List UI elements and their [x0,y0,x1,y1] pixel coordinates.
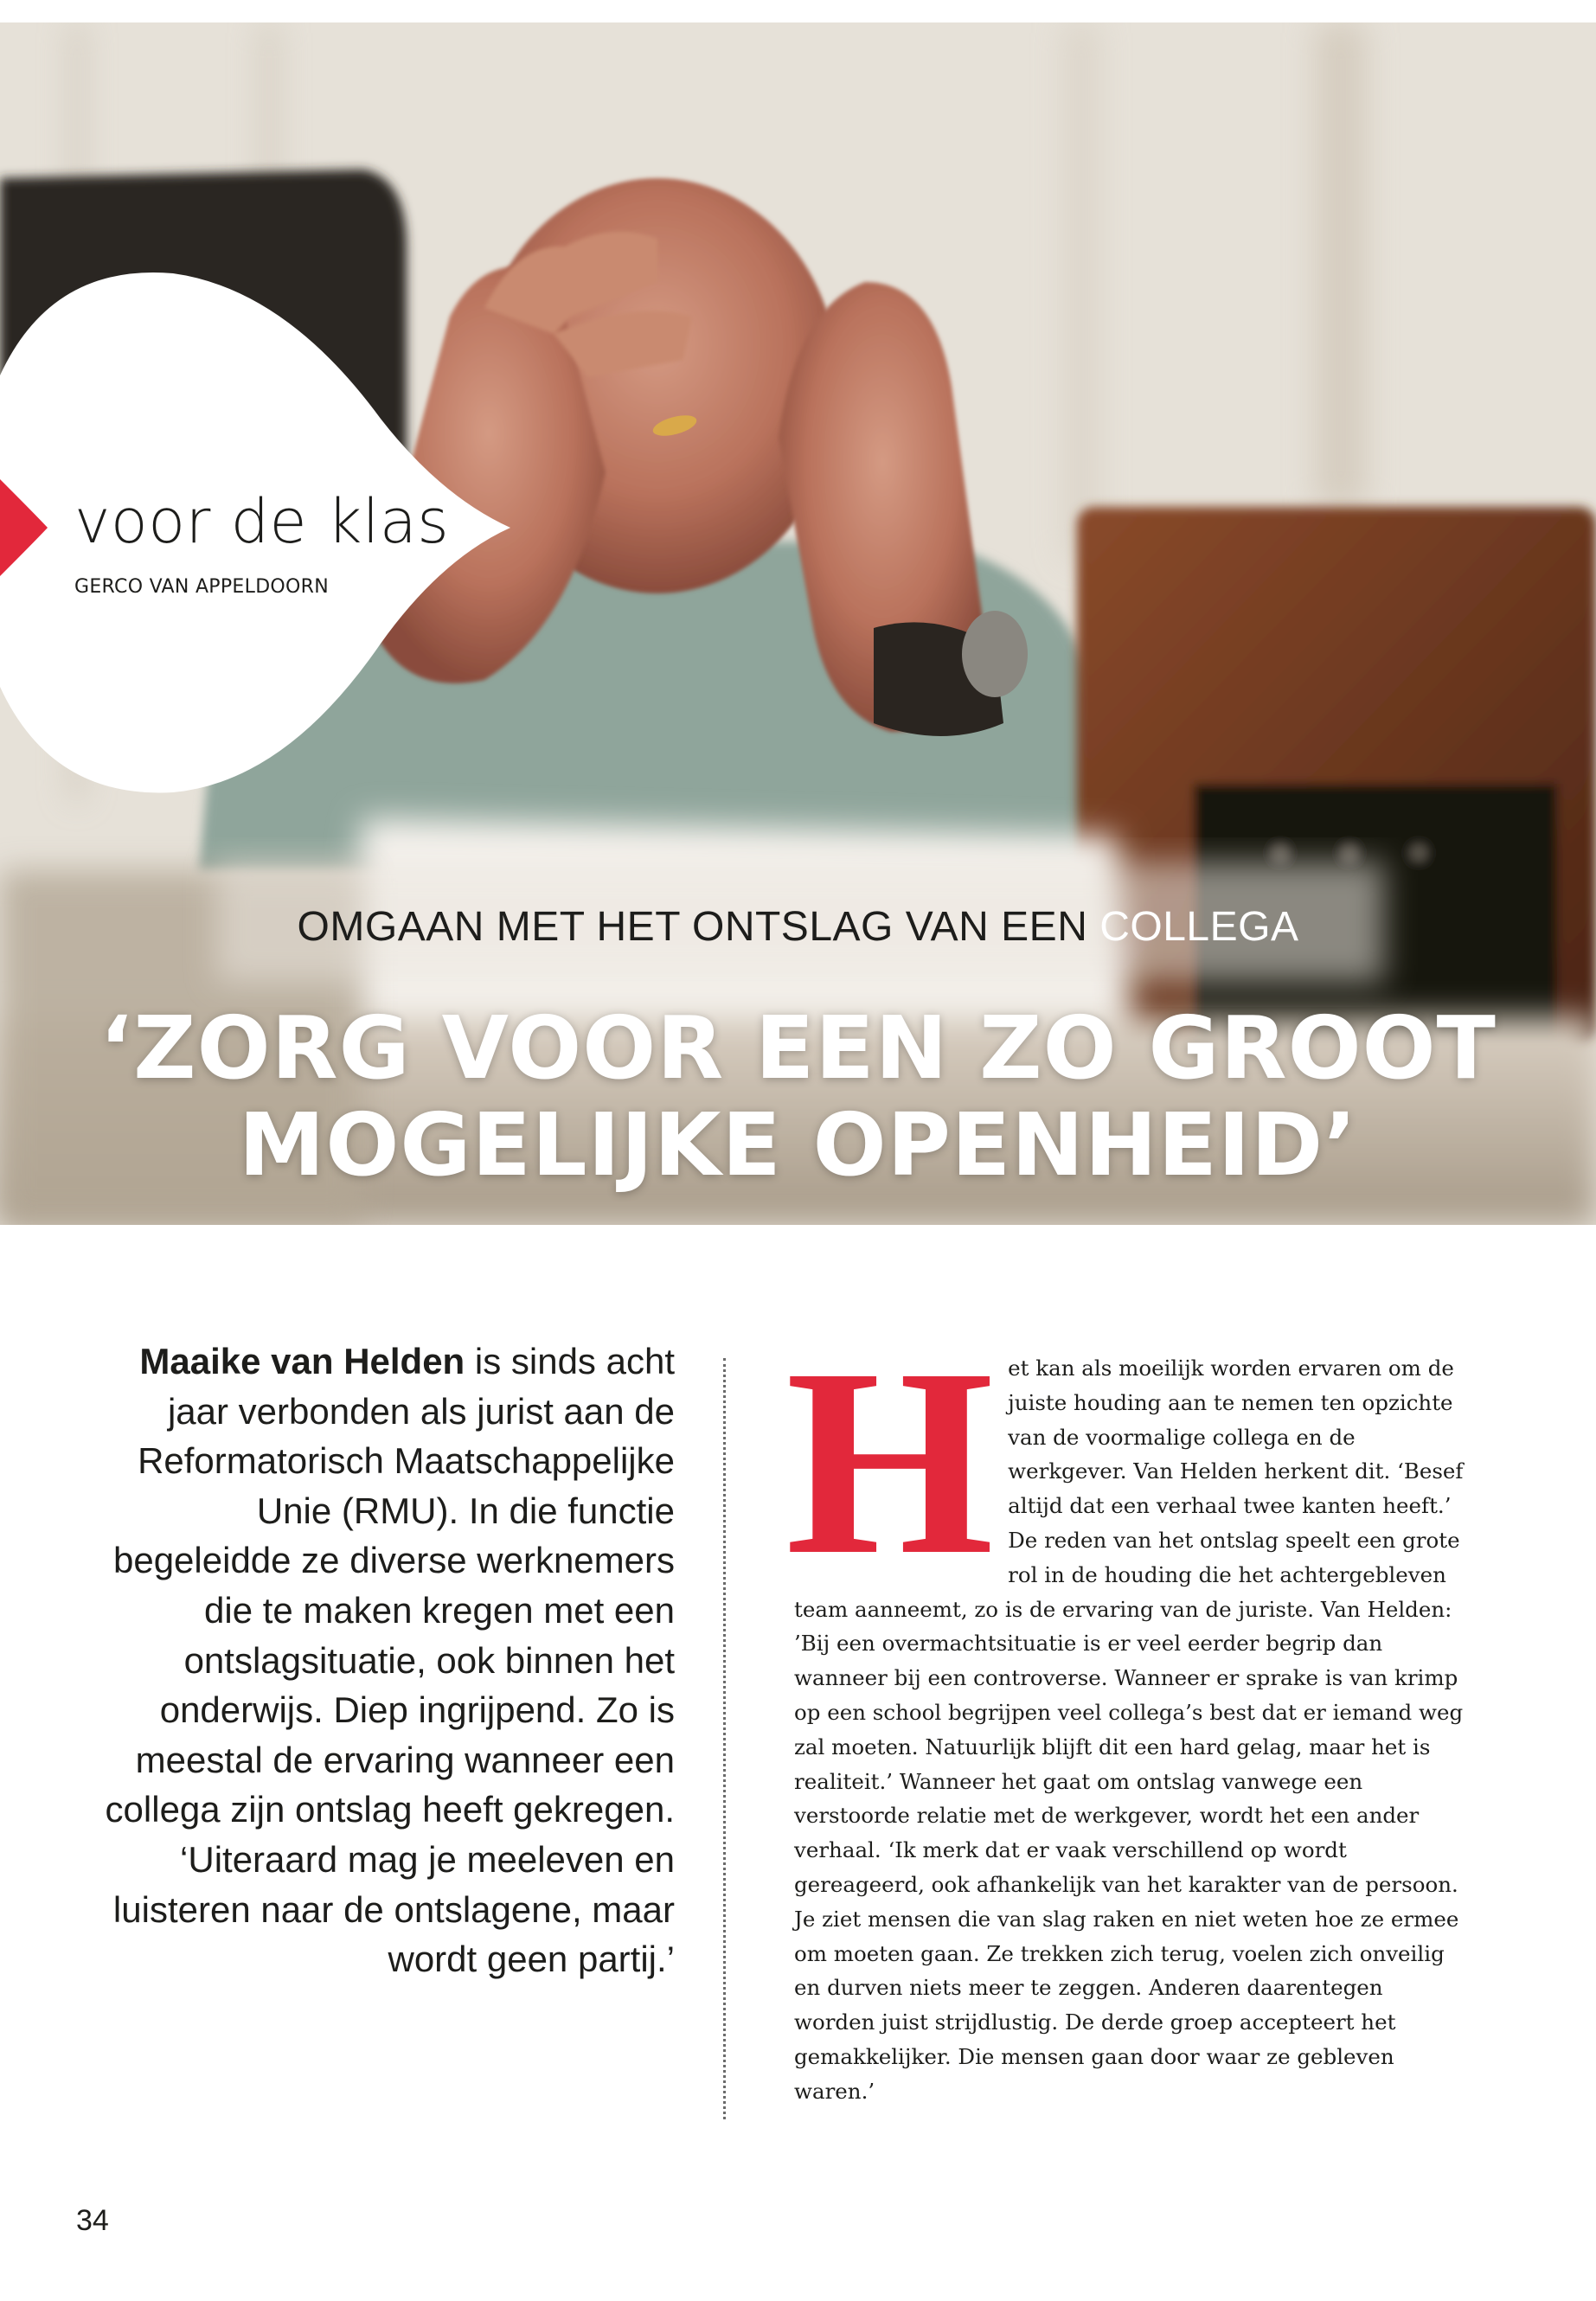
article-headline [0,997,1596,1195]
section-title: voor de klas [74,486,450,557]
drop-cap: H [785,1314,995,1611]
intro-text: is sinds acht jaar verbonden als jurist aan de Reformatorisch Maatschappelijke Unie (RMU). In die functie begeleidde ze diverse werknemers die te maken kregen met een ontslagsituatie, ook binnen het onderwijs. Diep ingrijpend. Zo is meestal de ervaring wanneer een collega zijn ontslag heeft gekregen. ‘Uiteraard mag je meeleven en luisteren naar de ontslagene, maar wordt geen partij.’ [105,1341,675,1980]
column-divider [723,1358,726,2119]
headline-line-2: MOGELIJKE OPENHEID’ [238,1094,1358,1195]
hero-photo [0,22,1596,1225]
article-text: et kan als moeilijk worden ervaren om de juiste houding aan te nemen ten opzichte van de voormalige collega en de werkgever. Van Helden herkent dit. ‘Besef altijd dat een verhaal twee kanten heeft.’ De reden van het ontslag speelt een grote rol in de houding die het achtergebleven team aanneemt, zo is de ervaring van de juriste. Van Helden: ’Bij een overmachtsituatie is er veel eerder begrip dan wanneer bij een controverse. Wanneer er sprake is van krimp op een school begrijpen veel collega’s best dat er iemand weg zal moeten. Natuurlijk blijft dit een hard gelag, maar het is realiteit.’ Wanneer het gaat om ontslag vanwege een verstoorde relatie met de werkgever, wordt het een ander verhaal. ‘Ik merk dat er vaak verschillend op wordt gereageerd, ook afhankelijk van het karakter van de persoon. Je ziet mensen die van slag raken en niet weten hoe ze ermee om moeten gaan. Ze trekken zich terug, voelen zich onveilig en durven niets meer te zeggen. Anderen daarentegen worden juist strijdlustig. De derde groep accepteert het gemakkelijker. Die mensen gaan door waar ze gebleven waren.’ [794,1356,1464,2104]
kicker-accent: COLLEGA [1099,904,1299,950]
intro-name: Maaike van Helden [139,1341,465,1381]
author-name: GERCO VAN APPELDOORN [74,576,330,598]
page-number: 34 [76,2204,109,2237]
intro-paragraph [95,1336,675,1984]
article-body [785,1314,1465,2109]
kicker-text: OMGAAN MET HET ONTSLAG VAN EEN [297,904,1100,950]
article-kicker [0,903,1596,951]
headline-line-1: ‘ZORG VOOR EEN ZO GROOT [99,997,1497,1099]
